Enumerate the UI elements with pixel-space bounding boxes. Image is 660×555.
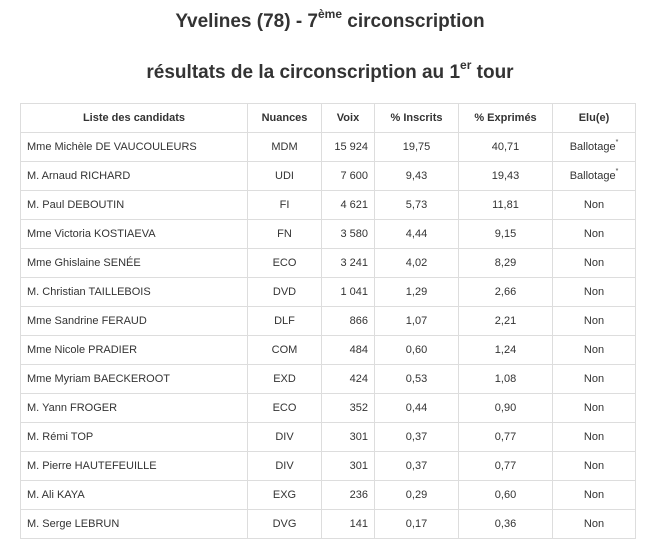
header-candidats: Liste des candidats: [21, 104, 248, 133]
candidate-name-cell-text: M. Serge LEBRUN: [27, 518, 120, 530]
exprimes-cell: [459, 162, 553, 191]
nuance-cell: [248, 278, 322, 307]
voix-cell: [322, 452, 375, 481]
inscrits-cell-text: 9,43: [405, 170, 428, 182]
nuance-cell-text: MDM: [271, 141, 298, 153]
inscrits-cell: [375, 191, 459, 220]
table-row: [21, 278, 636, 307]
voix-cell-text: 352: [349, 402, 368, 414]
candidate-name-cell-text: M. Paul DEBOUTIN: [27, 199, 125, 211]
exprimes-cell-text: 0,77: [494, 460, 517, 472]
nuance-cell: [248, 423, 322, 452]
elu-cell: [553, 423, 636, 452]
exprimes-cell-text: 0,90: [494, 402, 517, 414]
elu-cell-text: Ballotage: [569, 170, 616, 182]
inscrits-cell-text: 0,17: [405, 518, 428, 530]
nuance-cell-text: DLF: [274, 315, 295, 327]
nuance-cell-text: DVD: [272, 286, 297, 298]
table-row: [21, 336, 636, 365]
inscrits-cell-text: 0,37: [405, 431, 428, 443]
header-nuances: Nuances: [248, 104, 322, 133]
inscrits-cell-text: 0,60: [405, 344, 428, 356]
inscrits-cell: [375, 220, 459, 249]
table-row: [21, 220, 636, 249]
table-row: [21, 191, 636, 220]
candidate-name-cell: [21, 510, 248, 539]
nuance-cell-text: UDI: [275, 170, 294, 182]
elu-cell-text: Non: [583, 315, 605, 327]
elu-cell-text: Non: [583, 344, 605, 356]
elu-cell: [553, 307, 636, 336]
inscrits-cell: [375, 336, 459, 365]
voix-cell: [322, 249, 375, 278]
inscrits-cell: [375, 365, 459, 394]
voix-cell-text: 4 621: [340, 199, 368, 211]
elu-cell-text: Non: [583, 460, 605, 472]
elu-cell: [553, 133, 636, 162]
voix-cell-text: 484: [349, 344, 368, 356]
exprimes-cell-text: 1,24: [494, 344, 517, 356]
inscrits-cell: [375, 278, 459, 307]
nuance-cell: [248, 249, 322, 278]
nuance-cell-text: FI: [279, 199, 290, 211]
exprimes-cell-text: 11,81: [492, 199, 519, 211]
voix-cell: [322, 307, 375, 336]
elu-cell: [553, 365, 636, 394]
voix-cell: [322, 162, 375, 191]
candidate-name-cell: [21, 481, 248, 510]
table-header-row: [21, 104, 636, 133]
nuance-cell-text: ECO: [272, 257, 297, 269]
nuance-cell: [248, 510, 322, 539]
voix-cell-text: 301: [349, 431, 368, 443]
candidate-name-cell: [21, 162, 248, 191]
exprimes-cell-text: 0,60: [494, 489, 517, 501]
exprimes-cell: [459, 133, 553, 162]
inscrits-cell-text: 4,02: [405, 257, 428, 269]
header-exprimes: % Exprimés: [459, 104, 553, 133]
exprimes-cell-text: 0,77: [494, 431, 517, 443]
ballotage-footnote-mark: *: [615, 168, 619, 175]
inscrits-cell: [375, 481, 459, 510]
inscrits-cell-text: 1,29: [405, 286, 428, 298]
elu-cell-text: Non: [583, 431, 605, 443]
inscrits-cell-text: 0,37: [405, 460, 428, 472]
elu-cell-text: Non: [583, 257, 605, 269]
page-subtitle: [0, 58, 660, 84]
voix-cell: [322, 481, 375, 510]
candidate-name-cell: [21, 278, 248, 307]
exprimes-cell: [459, 191, 553, 220]
elu-cell: [553, 510, 636, 539]
voix-cell: [322, 191, 375, 220]
voix-cell: [322, 133, 375, 162]
nuance-cell-text: COM: [271, 344, 298, 356]
voix-cell: [322, 336, 375, 365]
exprimes-cell-text: 2,21: [494, 315, 517, 327]
voix-cell: [322, 278, 375, 307]
table-row: [21, 365, 636, 394]
nuance-cell: [248, 365, 322, 394]
candidate-name-cell: [21, 307, 248, 336]
voix-cell-text: 3 241: [340, 257, 368, 269]
table-row: [21, 394, 636, 423]
table-row: [21, 452, 636, 481]
elu-cell: [553, 278, 636, 307]
candidate-name-cell: [21, 452, 248, 481]
header-elu: Elu(e): [553, 104, 636, 133]
elu-cell: [553, 249, 636, 278]
elu-cell-text: Non: [583, 489, 605, 501]
inscrits-cell-text: 0,44: [405, 402, 428, 414]
header-voix: Voix: [322, 104, 375, 133]
nuance-cell: [248, 481, 322, 510]
voix-cell-text: 15 924: [334, 141, 368, 153]
nuance-cell: [248, 394, 322, 423]
candidate-name-cell-text: M. Pierre HAUTEFEUILLE: [27, 460, 157, 472]
candidate-name-cell-text: Mme Michèle DE VAUCOULEURS: [27, 141, 197, 153]
table-row: [21, 510, 636, 539]
voix-cell-text: 1 041: [340, 286, 368, 298]
candidate-name-cell: [21, 133, 248, 162]
title-line2-prefix: résultats de la circonscription au 1: [146, 62, 461, 83]
exprimes-cell: [459, 278, 553, 307]
table-row: [21, 423, 636, 452]
nuance-cell-text: DIV: [275, 460, 294, 472]
elu-cell-text: Non: [583, 199, 605, 211]
elu-cell-text: Non: [583, 286, 605, 298]
inscrits-cell: [375, 510, 459, 539]
inscrits-cell: [375, 394, 459, 423]
inscrits-cell: [375, 249, 459, 278]
elu-cell: [553, 191, 636, 220]
exprimes-cell-text: 1,08: [494, 373, 517, 385]
voix-cell-text: 866: [349, 315, 368, 327]
nuance-cell-text: DIV: [275, 431, 294, 443]
elu-cell: [553, 220, 636, 249]
voix-cell: [322, 394, 375, 423]
candidate-name-cell-text: M. Yann FROGER: [27, 402, 118, 414]
exprimes-cell-text: 9,15: [494, 228, 517, 240]
candidate-name-cell-text: M. Christian TAILLEBOIS: [27, 286, 151, 298]
table-row: [21, 133, 636, 162]
exprimes-cell: [459, 336, 553, 365]
inscrits-cell: [375, 423, 459, 452]
nuance-cell: [248, 133, 322, 162]
ballotage-footnote-mark: *: [615, 139, 619, 146]
voix-cell-text: 7 600: [340, 170, 368, 182]
nuance-cell: [248, 452, 322, 481]
candidate-name-cell-text: M. Rémi TOP: [27, 431, 94, 443]
exprimes-cell: [459, 452, 553, 481]
voix-cell-text: 301: [349, 460, 368, 472]
inscrits-cell-text: 5,73: [405, 199, 428, 211]
nuance-cell-text: EXG: [272, 489, 297, 501]
nuance-cell: [248, 191, 322, 220]
page-title: [0, 7, 660, 33]
candidate-name-cell: [21, 191, 248, 220]
voix-cell: [322, 423, 375, 452]
table-row: [21, 307, 636, 336]
voix-cell-text: 141: [349, 518, 368, 530]
elu-cell-text: Non: [583, 518, 605, 530]
exprimes-cell-text: 8,29: [494, 257, 517, 269]
candidate-name-cell: [21, 249, 248, 278]
exprimes-cell-text: 19,43: [491, 170, 520, 182]
nuance-cell: [248, 162, 322, 191]
exprimes-cell-text: 2,66: [494, 286, 517, 298]
exprimes-cell: [459, 365, 553, 394]
nuance-cell-text: EXD: [273, 373, 296, 385]
elu-cell: [553, 336, 636, 365]
candidate-name-cell-text: M. Arnaud RICHARD: [27, 170, 131, 182]
candidate-name-cell-text: Mme Nicole PRADIER: [27, 344, 138, 356]
results-table: [20, 103, 636, 539]
exprimes-cell-text: 0,36: [494, 518, 517, 530]
table-row: [21, 481, 636, 510]
inscrits-cell: [375, 133, 459, 162]
table-row: [21, 249, 636, 278]
header-inscrits: % Inscrits: [375, 104, 459, 133]
inscrits-cell-text: 0,29: [405, 489, 428, 501]
exprimes-cell: [459, 220, 553, 249]
elu-cell-text: Ballotage: [569, 141, 616, 153]
exprimes-cell-text: 40,71: [491, 141, 520, 153]
title-line1-prefix: Yvelines (78) - 7: [175, 11, 318, 32]
elu-cell: [553, 162, 636, 191]
inscrits-cell-text: 19,75: [402, 141, 431, 153]
voix-cell-text: 236: [349, 489, 368, 501]
nuance-cell-text: DVG: [272, 518, 297, 530]
exprimes-cell: [459, 481, 553, 510]
inscrits-cell: [375, 452, 459, 481]
inscrits-cell: [375, 162, 459, 191]
voix-cell-text: 3 580: [340, 228, 368, 240]
voix-cell: [322, 220, 375, 249]
candidate-name-cell: [21, 220, 248, 249]
inscrits-cell-text: 0,53: [405, 373, 428, 385]
candidate-name-cell-text: M. Ali KAYA: [27, 489, 85, 501]
exprimes-cell: [459, 423, 553, 452]
inscrits-cell-text: 1,07: [405, 315, 428, 327]
candidate-name-cell-text: Mme Myriam BAECKEROOT: [27, 373, 171, 385]
nuance-cell: [248, 307, 322, 336]
table-row: [21, 162, 636, 191]
elu-cell: [553, 452, 636, 481]
voix-cell: [322, 365, 375, 394]
exprimes-cell: [459, 510, 553, 539]
exprimes-cell: [459, 307, 553, 336]
title-line1-suffix: circonscription: [342, 11, 485, 32]
candidate-name-cell-text: Mme Ghislaine SENÉE: [27, 257, 141, 269]
candidate-name-cell: [21, 336, 248, 365]
nuance-cell-text: ECO: [272, 402, 297, 414]
inscrits-cell: [375, 307, 459, 336]
exprimes-cell: [459, 394, 553, 423]
candidate-name-cell: [21, 423, 248, 452]
title-line2-superscript: er: [460, 58, 472, 72]
nuance-cell-text: FN: [277, 228, 292, 240]
exprimes-cell: [459, 249, 553, 278]
nuance-cell: [248, 336, 322, 365]
elu-cell: [553, 481, 636, 510]
nuance-cell: [248, 220, 322, 249]
title-line2-suffix: tour: [471, 62, 514, 83]
candidate-name-cell: [21, 394, 248, 423]
elu-cell-text: Non: [583, 228, 605, 240]
voix-cell: [322, 510, 375, 539]
candidate-name-cell-text: Mme Sandrine FERAUD: [27, 315, 147, 327]
elu-cell: [553, 394, 636, 423]
title-line1-superscript: ème: [318, 7, 343, 21]
candidate-name-cell: [21, 365, 248, 394]
results-body: [21, 133, 636, 539]
elu-cell-text: Non: [583, 402, 605, 414]
candidate-name-cell-text: Mme Victoria KOSTIAEVA: [27, 228, 156, 240]
voix-cell-text: 424: [349, 373, 368, 385]
elu-cell-text: Non: [583, 373, 605, 385]
inscrits-cell-text: 4,44: [405, 228, 428, 240]
